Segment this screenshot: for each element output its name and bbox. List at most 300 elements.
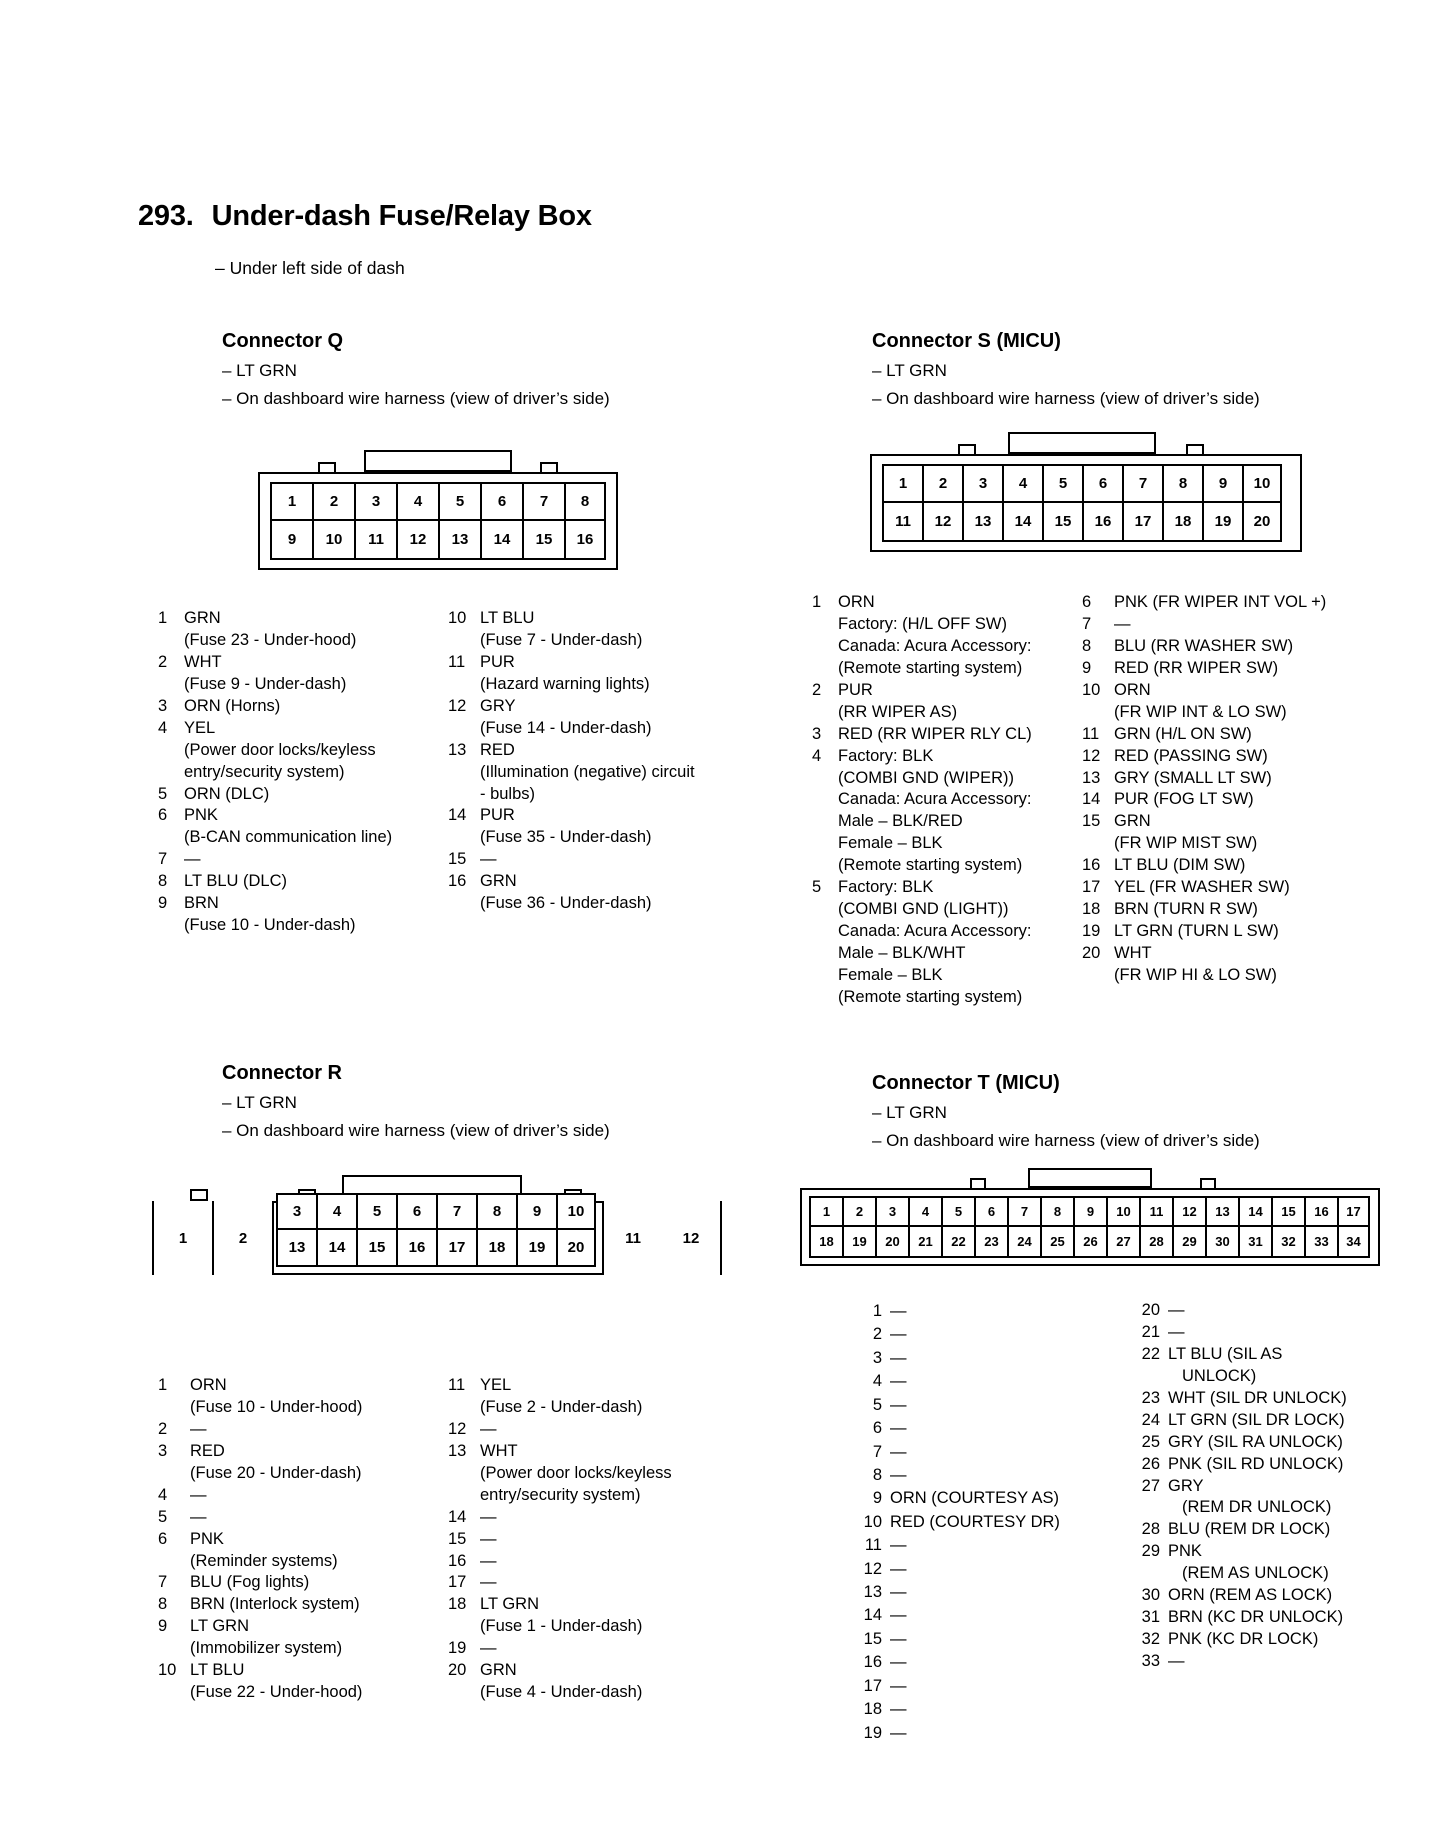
pin-index: 9	[158, 894, 168, 913]
connector-t-pin: 14	[1238, 1196, 1271, 1227]
pin-entry	[448, 1572, 738, 1594]
connector-r-heading	[222, 1062, 742, 1141]
pin-desc: WHT (FR WIP HI & LO SW)	[1114, 944, 1277, 984]
pin-entry	[158, 1441, 428, 1485]
pin-index: 10	[863, 1512, 882, 1531]
connector-q-pin-grid	[270, 482, 606, 560]
pin-index: 9	[158, 1617, 168, 1636]
connector-q-title: Connector Q	[222, 330, 344, 352]
pin-entry	[850, 1417, 1030, 1440]
pin-desc: GRN (H/L ON SW)	[1114, 724, 1252, 743]
connector-t-pin: 15	[1271, 1196, 1304, 1227]
pin-entry	[850, 1464, 1030, 1487]
pin-entry	[850, 1534, 1030, 1557]
pin-desc: —	[480, 1639, 497, 1658]
connector-s-pin: 10	[1242, 464, 1282, 503]
connector-t-note-location: – On dashboard wire harness (view of driver’s side)	[872, 1131, 1260, 1150]
pin-desc: ORN (Horns)	[184, 696, 281, 715]
pin-entry	[158, 1375, 428, 1419]
pin-entry	[448, 1441, 738, 1507]
connector-q-pin-list-left	[158, 608, 448, 937]
pin-entry	[812, 746, 1092, 878]
connector-t-pin: 24	[1007, 1227, 1040, 1258]
pin-desc: BLU (RR WASHER SW)	[1114, 636, 1294, 655]
connector-r-title: Connector R	[222, 1062, 342, 1084]
pin-entry	[158, 1485, 428, 1507]
pin-entry	[448, 1419, 738, 1441]
connector-q-pin: 12	[396, 521, 438, 560]
pin-desc: ORN (FR WIP INT & LO SW)	[1114, 680, 1287, 721]
connector-t-pin: 3	[875, 1196, 908, 1227]
pin-index: 10	[448, 609, 467, 627]
pin-index: 8	[1082, 636, 1092, 655]
connector-s-pin: 3	[962, 464, 1002, 503]
pin-entry	[1128, 1300, 1428, 1322]
pin-desc: —	[190, 1507, 207, 1526]
pin-entry	[1128, 1629, 1428, 1651]
pin-desc: PNK (SIL RD UNLOCK)	[1168, 1454, 1344, 1473]
pin-desc: —	[890, 1419, 907, 1438]
pin-entry	[448, 849, 738, 871]
connector-t-pin: 21	[908, 1227, 941, 1258]
pin-index: 9	[872, 1489, 882, 1508]
pin-entry	[158, 805, 448, 849]
connector-t-pin: 32	[1271, 1227, 1304, 1258]
pin-index: 24	[1141, 1410, 1160, 1429]
pin-desc: —	[890, 1676, 907, 1695]
connector-s-pin: 18	[1162, 503, 1202, 542]
pin-desc: RED (Illumination (negative) circuit - bulbs)	[480, 740, 695, 803]
connector-t-pin: 34	[1337, 1227, 1370, 1258]
connector-q-pin: 13	[438, 521, 480, 560]
connector-s-pin: 20	[1242, 503, 1282, 542]
pin-desc: RED (RR WIPER SW)	[1114, 658, 1279, 677]
pin-entry	[850, 1441, 1030, 1464]
pin-desc: PNK (B-CAN communication line)	[184, 806, 393, 847]
pin-desc: —	[480, 1529, 497, 1548]
pin-index: 29	[1141, 1542, 1160, 1561]
pin-index: 5	[812, 878, 822, 897]
connector-t-pin: 22	[941, 1227, 974, 1258]
pin-index: 2	[158, 1419, 168, 1438]
connector-r-note-color: – LT GRN	[222, 1093, 297, 1112]
connector-r-pin: 17	[436, 1230, 476, 1267]
connector-r-pin: 10	[556, 1193, 596, 1230]
pin-index: 12	[448, 696, 467, 715]
connector-q-pin-row-2	[270, 521, 606, 560]
pin-index: 25	[1141, 1432, 1160, 1451]
pin-entry	[812, 680, 1092, 724]
connector-t-pin: 25	[1040, 1227, 1073, 1258]
connector-q-pin: 1	[270, 482, 312, 521]
pin-entry	[850, 1698, 1030, 1721]
pin-entry	[158, 871, 448, 893]
pin-index: 6	[1082, 593, 1092, 611]
pin-desc: LT GRN (Immobilizer system)	[190, 1617, 343, 1658]
connector-r-tab-left	[190, 1189, 208, 1201]
pin-entry	[1128, 1476, 1428, 1520]
pin-desc: —	[890, 1325, 907, 1344]
pin-index: 18	[448, 1595, 467, 1614]
connector-s-pin-list-right	[1082, 592, 1422, 987]
pin-entry	[1082, 724, 1422, 746]
pin-index: 2	[158, 652, 168, 671]
connector-r-pin: 13	[276, 1230, 316, 1267]
pin-index: 2	[812, 680, 822, 699]
page-title	[138, 200, 592, 233]
pin-entry	[1128, 1322, 1428, 1344]
connector-s-pin: 15	[1042, 503, 1082, 542]
connector-t-pin: 31	[1238, 1227, 1271, 1258]
pin-index: 19	[1082, 922, 1101, 941]
pin-index: 11	[448, 1376, 466, 1394]
pin-index: 2	[872, 1325, 882, 1344]
connector-r-pin-row-2	[276, 1230, 596, 1267]
pin-entry	[1082, 899, 1422, 921]
pin-entry	[158, 1507, 428, 1529]
pin-desc: LT GRN (Fuse 1 - Under-dash)	[480, 1595, 643, 1636]
pin-desc: WHT (Fuse 9 - Under-dash)	[184, 652, 347, 693]
pin-entry	[158, 696, 448, 718]
pin-desc: —	[1114, 614, 1131, 633]
pin-desc: ORN (Fuse 10 - Under-hood)	[190, 1376, 363, 1416]
pin-index: 6	[872, 1419, 882, 1438]
pin-index: 17	[448, 1573, 467, 1592]
pin-desc: ORN Factory: (H/L OFF SW) Canada: Acura Accessory: (Remote starting system)	[838, 593, 1032, 677]
pin-index: 7	[1082, 614, 1092, 633]
pin-entry	[1128, 1519, 1428, 1541]
pin-index: 6	[158, 806, 168, 825]
pin-desc: GRN (Fuse 23 - Under-hood)	[184, 609, 357, 649]
connector-t-pin: 13	[1205, 1196, 1238, 1227]
pin-index: 14	[863, 1606, 882, 1625]
pin-index: 7	[872, 1442, 882, 1461]
pin-entry	[850, 1628, 1030, 1651]
connector-t-pin: 19	[842, 1227, 875, 1258]
pin-entry	[1082, 614, 1422, 636]
pin-desc: PUR (FOG LT SW)	[1114, 790, 1254, 809]
pin-desc: RED (COURTESY DR)	[890, 1512, 1060, 1531]
pin-entry	[448, 652, 738, 696]
connector-s-pin: 2	[922, 464, 962, 503]
connector-r-pin: 12	[662, 1201, 720, 1275]
connector-t-pin: 5	[941, 1196, 974, 1227]
pin-entry	[1128, 1344, 1428, 1388]
pin-index: 4	[158, 1485, 168, 1504]
pin-index: 19	[448, 1639, 467, 1658]
pin-index: 1	[812, 593, 822, 611]
pin-index: 12	[863, 1559, 882, 1578]
pin-index: 8	[158, 872, 168, 891]
pin-entry	[1128, 1388, 1428, 1410]
pin-desc: ORN (COURTESY AS)	[890, 1489, 1060, 1508]
pin-entry	[158, 849, 448, 871]
pin-index: 4	[812, 746, 822, 765]
pin-desc: —	[1168, 1322, 1185, 1341]
pin-desc: GRN (FR WIP MIST SW)	[1114, 812, 1258, 853]
pin-entry	[448, 805, 738, 849]
pin-entry	[850, 1722, 1030, 1745]
pin-index: 1	[158, 1376, 168, 1394]
pin-entry	[448, 871, 738, 915]
pin-desc: ORN (REM AS LOCK)	[1168, 1586, 1333, 1605]
pin-desc: BRN (Interlock system)	[190, 1595, 360, 1614]
connector-t-pin: 33	[1304, 1227, 1337, 1258]
pin-index: 17	[863, 1676, 882, 1695]
connector-q-pin: 11	[354, 521, 396, 560]
connector-t-pin: 27	[1106, 1227, 1139, 1258]
pin-desc: GRY (REM DR UNLOCK)	[1168, 1476, 1332, 1517]
pin-index: 18	[1082, 900, 1101, 919]
pin-entry	[850, 1675, 1030, 1698]
connector-q-pin: 4	[396, 482, 438, 521]
pin-index: 16	[448, 1551, 467, 1570]
pin-entry	[448, 1594, 738, 1638]
pin-desc: —	[890, 1723, 907, 1742]
pin-entry	[448, 740, 738, 806]
connector-r-pin: 6	[396, 1193, 436, 1230]
connector-s-pin-list-left	[812, 592, 1092, 1009]
connector-s-pin: 13	[962, 503, 1002, 542]
pin-entry	[158, 1616, 428, 1660]
connector-s-note-color: – LT GRN	[872, 361, 947, 380]
pin-index: 19	[863, 1723, 882, 1742]
pin-index: 12	[448, 1419, 467, 1438]
pin-entry	[1082, 789, 1422, 811]
pin-entry	[158, 1529, 428, 1573]
pin-desc: LT BLU (DIM SW)	[1114, 856, 1246, 875]
connector-r-pin: 9	[516, 1193, 556, 1230]
pin-desc: PUR (RR WIPER AS)	[838, 680, 958, 721]
connector-q-note-color: – LT GRN	[222, 361, 297, 380]
connector-t-pin: 16	[1304, 1196, 1337, 1227]
pin-entry	[850, 1558, 1030, 1581]
page-subtitle: – Under left side of dash	[215, 258, 405, 278]
pin-desc: —	[480, 1551, 497, 1570]
pin-desc: —	[890, 1465, 907, 1484]
pin-desc: RED (PASSING SW)	[1114, 746, 1268, 765]
connector-t-hood	[1028, 1168, 1152, 1188]
pin-index: 4	[872, 1372, 882, 1391]
pin-desc: BRN (Fuse 10 - Under-dash)	[184, 894, 356, 935]
connector-t-pin: 7	[1007, 1196, 1040, 1227]
connector-q-pin: 6	[480, 482, 522, 521]
connector-s-heading	[872, 330, 1412, 409]
connector-t-pin: 30	[1205, 1227, 1238, 1258]
pin-desc: —	[890, 1606, 907, 1625]
connector-r-pin: 15	[356, 1230, 396, 1267]
connector-r-pin-list-right	[448, 1375, 738, 1704]
connector-s-pin: 8	[1162, 464, 1202, 503]
pin-index: 3	[158, 696, 168, 715]
connector-s-pin: 9	[1202, 464, 1242, 503]
connector-q-pin-row-1	[270, 482, 606, 521]
connector-t-pin: 26	[1073, 1227, 1106, 1258]
pin-entry	[850, 1651, 1030, 1674]
pin-index: 27	[1141, 1476, 1160, 1495]
pin-desc: PUR (Hazard warning lights)	[480, 652, 650, 693]
connector-r-pin-grid	[276, 1193, 596, 1267]
connector-q-pin: 2	[312, 482, 354, 521]
connector-q-note-location: – On dashboard wire harness (view of driver’s side)	[222, 389, 610, 408]
connector-r-pin: 5	[356, 1193, 396, 1230]
connector-s-pin: 7	[1122, 464, 1162, 503]
pin-entry	[158, 608, 448, 652]
connector-s-pin-row-2	[882, 503, 1282, 542]
pin-desc: —	[184, 850, 201, 869]
pin-index: 30	[1141, 1586, 1160, 1605]
pin-desc: LT BLU (Fuse 22 - Under-hood)	[190, 1661, 363, 1702]
pin-desc: Factory: BLK (COMBI GND (WIPER)) Canada: Acura Accessory: Male – BLK/RED Female – BLK (Remote starting system)	[838, 746, 1032, 875]
pin-index: 14	[1082, 790, 1101, 809]
pin-entry	[850, 1487, 1060, 1510]
pin-entry	[1082, 680, 1422, 724]
connector-q-heading	[222, 330, 742, 409]
connector-t-pin: 20	[875, 1227, 908, 1258]
pin-desc: —	[890, 1372, 907, 1391]
pin-desc: —	[890, 1583, 907, 1602]
pin-index: 13	[448, 1441, 467, 1460]
connector-s-pin-grid	[882, 464, 1282, 542]
pin-entry	[850, 1511, 1060, 1534]
pin-index: 26	[1141, 1454, 1160, 1473]
pin-entry	[850, 1394, 1030, 1417]
pin-desc: PUR (Fuse 35 - Under-dash)	[480, 806, 652, 847]
connector-q-pin: 8	[564, 482, 606, 521]
connector-s-pin: 16	[1082, 503, 1122, 542]
pin-desc: —	[890, 1536, 907, 1555]
pin-desc: —	[890, 1700, 907, 1719]
connector-r-pin: 3	[276, 1193, 316, 1230]
pin-index: 20	[1082, 944, 1101, 962]
pin-desc: LT GRN (SIL DR LOCK)	[1168, 1410, 1345, 1429]
connector-s-title: Connector S (MICU)	[872, 330, 1061, 352]
pin-desc: —	[890, 1348, 907, 1367]
pin-entry	[448, 1507, 738, 1529]
connector-t-pin: 6	[974, 1196, 1007, 1227]
pin-entry	[850, 1581, 1030, 1604]
connector-s-pin: 5	[1042, 464, 1082, 503]
connector-r-pin: 18	[476, 1230, 516, 1267]
pin-index: 14	[448, 1507, 467, 1526]
pin-desc: —	[890, 1302, 907, 1320]
pin-entry	[158, 718, 448, 784]
connector-r-pin: 4	[316, 1193, 356, 1230]
connector-s-pin: 17	[1122, 503, 1162, 542]
connector-q-hood	[364, 450, 512, 472]
section-title: Under-dash Fuse/Relay Box	[211, 200, 592, 232]
connector-q-pin: 9	[270, 521, 312, 560]
connector-r-pin: 20	[556, 1230, 596, 1267]
pin-index: 21	[1141, 1322, 1160, 1341]
pin-entry	[448, 608, 738, 652]
pin-desc: YEL (Power door locks/keyless entry/security system)	[184, 718, 376, 781]
pin-index: 8	[872, 1465, 882, 1484]
pin-index: 5	[158, 784, 168, 803]
connector-t-pin: 18	[809, 1227, 842, 1258]
pin-desc: —	[1168, 1652, 1185, 1670]
pin-desc: PNK (Reminder systems)	[190, 1529, 338, 1570]
connector-q-pin: 10	[312, 521, 354, 560]
connector-s-pin: 6	[1082, 464, 1122, 503]
pin-index: 14	[448, 806, 467, 825]
pin-index: 3	[812, 724, 822, 743]
connector-t-pin: 1	[809, 1196, 842, 1227]
connector-r-pin: 8	[476, 1193, 516, 1230]
pin-desc: GRY (SIL RA UNLOCK)	[1168, 1432, 1343, 1451]
connector-s-pin: 19	[1202, 503, 1242, 542]
pin-index: 6	[158, 1529, 168, 1548]
pin-entry	[1128, 1607, 1428, 1629]
pin-index: 1	[158, 609, 168, 627]
pin-index: 1	[872, 1302, 882, 1320]
pin-entry	[448, 1529, 738, 1551]
pin-desc: PNK (KC DR LOCK)	[1168, 1630, 1319, 1649]
pin-entry	[1082, 636, 1422, 658]
pin-entry	[158, 1594, 428, 1616]
pin-index: 7	[158, 850, 168, 869]
connector-q-pin-list-right	[448, 608, 738, 915]
connector-q-pin: 16	[564, 521, 606, 560]
pin-entry	[448, 1660, 738, 1704]
pin-entry	[1128, 1410, 1428, 1432]
pin-desc: —	[890, 1395, 907, 1414]
connector-t-pin-list-left	[850, 1300, 1060, 1745]
connector-s-pin: 4	[1002, 464, 1042, 503]
pin-index: 13	[448, 740, 467, 759]
pin-index: 17	[1082, 878, 1101, 897]
connector-r-pin: 14	[316, 1230, 356, 1267]
pin-index: 5	[158, 1507, 168, 1526]
pin-entry	[158, 652, 448, 696]
connector-r-pin-list-left	[158, 1375, 428, 1704]
connector-t-pin-row-2	[809, 1227, 1370, 1258]
connector-r-note-location: – On dashboard wire harness (view of driver’s side)	[222, 1121, 610, 1140]
pin-entry	[158, 893, 448, 937]
pin-desc: —	[480, 1419, 497, 1438]
connector-r-pin: 7	[436, 1193, 476, 1230]
pin-desc: GRY (Fuse 14 - Under-dash)	[480, 696, 652, 737]
pin-desc: RED (RR WIPER RLY CL)	[838, 724, 1032, 743]
pin-index: 10	[1082, 680, 1101, 699]
pin-entry	[850, 1347, 1030, 1370]
connector-t-pin: 2	[842, 1196, 875, 1227]
pin-desc: —	[890, 1653, 907, 1672]
connector-t-pin: 23	[974, 1227, 1007, 1258]
connector-s-pin-row-1	[882, 464, 1282, 503]
pin-entry	[812, 592, 1092, 680]
pin-entry	[1128, 1585, 1428, 1607]
pin-desc: LT BLU (DLC)	[184, 872, 287, 891]
pin-index: 4	[158, 718, 168, 737]
pin-entry	[1082, 592, 1422, 614]
connector-s-pin: 11	[882, 503, 922, 542]
connector-t-pin: 17	[1337, 1196, 1370, 1227]
connector-q-pin: 14	[480, 521, 522, 560]
pin-desc: PNK (REM AS UNLOCK)	[1168, 1542, 1329, 1583]
pin-entry	[1082, 811, 1422, 855]
connector-r-side-right	[602, 1201, 720, 1275]
connector-t-pin-grid	[809, 1196, 1370, 1258]
pin-index: 7	[158, 1573, 168, 1592]
connector-r-pin: 16	[396, 1230, 436, 1267]
connector-t-heading	[872, 1072, 1432, 1151]
pin-entry	[1082, 943, 1422, 987]
pin-index: 16	[448, 872, 467, 891]
pin-entry	[812, 724, 1092, 746]
pin-entry	[850, 1300, 1030, 1323]
pin-index: 5	[872, 1395, 882, 1414]
